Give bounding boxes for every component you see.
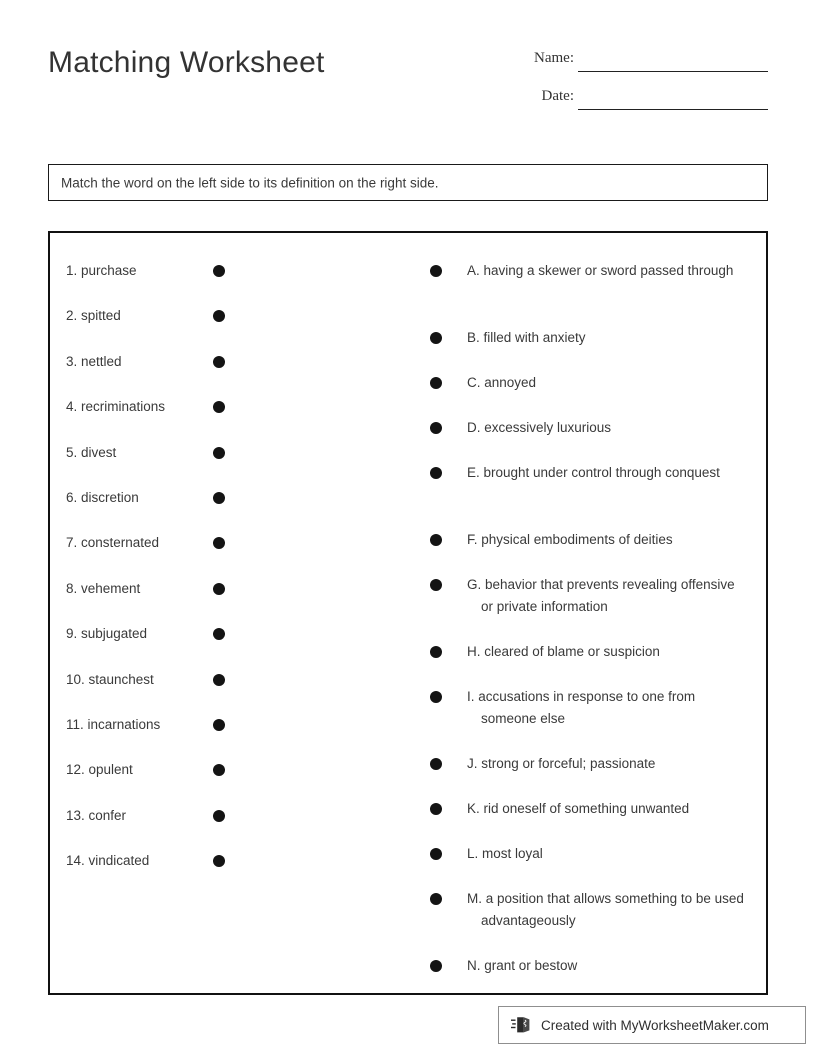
word-row (50, 578, 405, 600)
definition-text: E. brought under control through conquest (467, 465, 720, 480)
definition-match-dot[interactable] (430, 579, 442, 591)
badge-label: Created with MyWorksheetMaker.com (541, 1017, 769, 1033)
name-label: Name: (534, 50, 574, 66)
word-label: 1. purchase (66, 263, 137, 278)
definition-text: J. strong or forceful; passionate (467, 756, 656, 771)
date-row (512, 82, 768, 120)
word-row (50, 532, 405, 554)
word-match-dot[interactable] (213, 265, 225, 277)
matching-box (48, 231, 768, 995)
word-label: 13. confer (66, 807, 127, 823)
word-row (50, 396, 405, 418)
definition-text: I. accusations in response to one from someone else (467, 689, 696, 726)
definition-match-dot[interactable] (430, 265, 442, 277)
word-match-dot[interactable] (213, 537, 225, 549)
word-label: 9. subjugated (66, 626, 148, 642)
word-label: 14. vindicated (66, 853, 150, 869)
name-row (512, 44, 768, 82)
definition-text: C. annoyed (467, 375, 537, 390)
definition-text: H. cleared of blame or suspicion (467, 644, 660, 659)
created-with-badge[interactable] (498, 1006, 806, 1044)
word-label: 5. divest (66, 444, 117, 460)
definition-match-dot[interactable] (430, 848, 442, 860)
word-match-dot[interactable] (213, 401, 225, 413)
definition-text: K. rid oneself of something unwanted (467, 801, 690, 816)
definition-match-dot[interactable] (430, 960, 442, 972)
word-row (50, 669, 405, 691)
word-row (50, 850, 405, 872)
word-row (50, 351, 405, 373)
word-label: 10. staunchest (66, 671, 154, 687)
word-row (50, 805, 405, 827)
words-column (50, 233, 405, 993)
definition-text: N. grant or bestow (467, 958, 578, 973)
definition-text: B. filled with anxiety (467, 330, 586, 345)
word-row (50, 623, 405, 645)
word-label: 7. consternated (66, 535, 160, 551)
word-match-dot[interactable] (213, 810, 225, 822)
page-title: Matching Worksheet (48, 46, 325, 79)
word-match-dot[interactable] (213, 628, 225, 640)
word-match-dot[interactable] (213, 719, 225, 731)
definition-match-dot[interactable] (430, 534, 442, 546)
word-label: 12. opulent (66, 762, 133, 778)
word-label: 11. incarnations (66, 717, 161, 732)
worksheet-header (48, 44, 768, 134)
word-match-dot[interactable] (213, 583, 225, 595)
definition-match-dot[interactable] (430, 893, 442, 905)
word-row (50, 714, 405, 736)
definition-text: L. most loyal (467, 846, 543, 861)
definition-match-dot[interactable] (430, 377, 442, 389)
word-match-dot[interactable] (213, 492, 225, 504)
word-match-dot[interactable] (213, 310, 225, 322)
definition-match-dot[interactable] (430, 646, 442, 658)
word-match-dot[interactable] (213, 447, 225, 459)
definition-text: F. physical embodiments of deities (467, 532, 673, 547)
definition-text: A. having a skewer or sword passed through (467, 263, 734, 278)
word-row (50, 487, 405, 509)
definition-match-dot[interactable] (430, 332, 442, 344)
instructions-text: Match the word on the left side to its definition on the right side. (61, 175, 439, 190)
definitions-column (405, 233, 766, 993)
badge-content (511, 1014, 769, 1036)
word-row (50, 442, 405, 464)
word-match-dot[interactable] (213, 764, 225, 776)
definition-match-dot[interactable] (430, 422, 442, 434)
worksheet-maker-logo-icon (511, 1014, 533, 1036)
word-match-dot[interactable] (213, 855, 225, 867)
name-input-line[interactable] (578, 71, 768, 72)
word-match-dot[interactable] (213, 674, 225, 686)
word-row (50, 305, 405, 327)
date-label: Date: (541, 88, 574, 104)
word-row (50, 260, 405, 282)
definition-text: D. excessively luxurious (467, 420, 612, 435)
word-label: 6. discretion (66, 490, 139, 505)
instructions-box (48, 164, 768, 201)
definition-match-dot[interactable] (430, 691, 442, 703)
definition-match-dot[interactable] (430, 803, 442, 815)
definition-match-dot[interactable] (430, 467, 442, 479)
word-label: 3. nettled (66, 353, 122, 369)
word-label: 4. recriminations (66, 399, 166, 415)
definition-match-dot[interactable] (430, 758, 442, 770)
word-label: 8. vehement (66, 580, 141, 596)
word-row (50, 759, 405, 781)
name-date-block (512, 44, 768, 120)
date-input-line[interactable] (578, 109, 768, 110)
definition-text: G. behavior that prevents revealing offensive or private information (467, 577, 735, 614)
word-match-dot[interactable] (213, 356, 225, 368)
matching-columns (50, 233, 766, 993)
definition-text: M. a position that allows something to be used advantageously (467, 891, 744, 928)
word-label: 2. spitted (66, 308, 121, 324)
